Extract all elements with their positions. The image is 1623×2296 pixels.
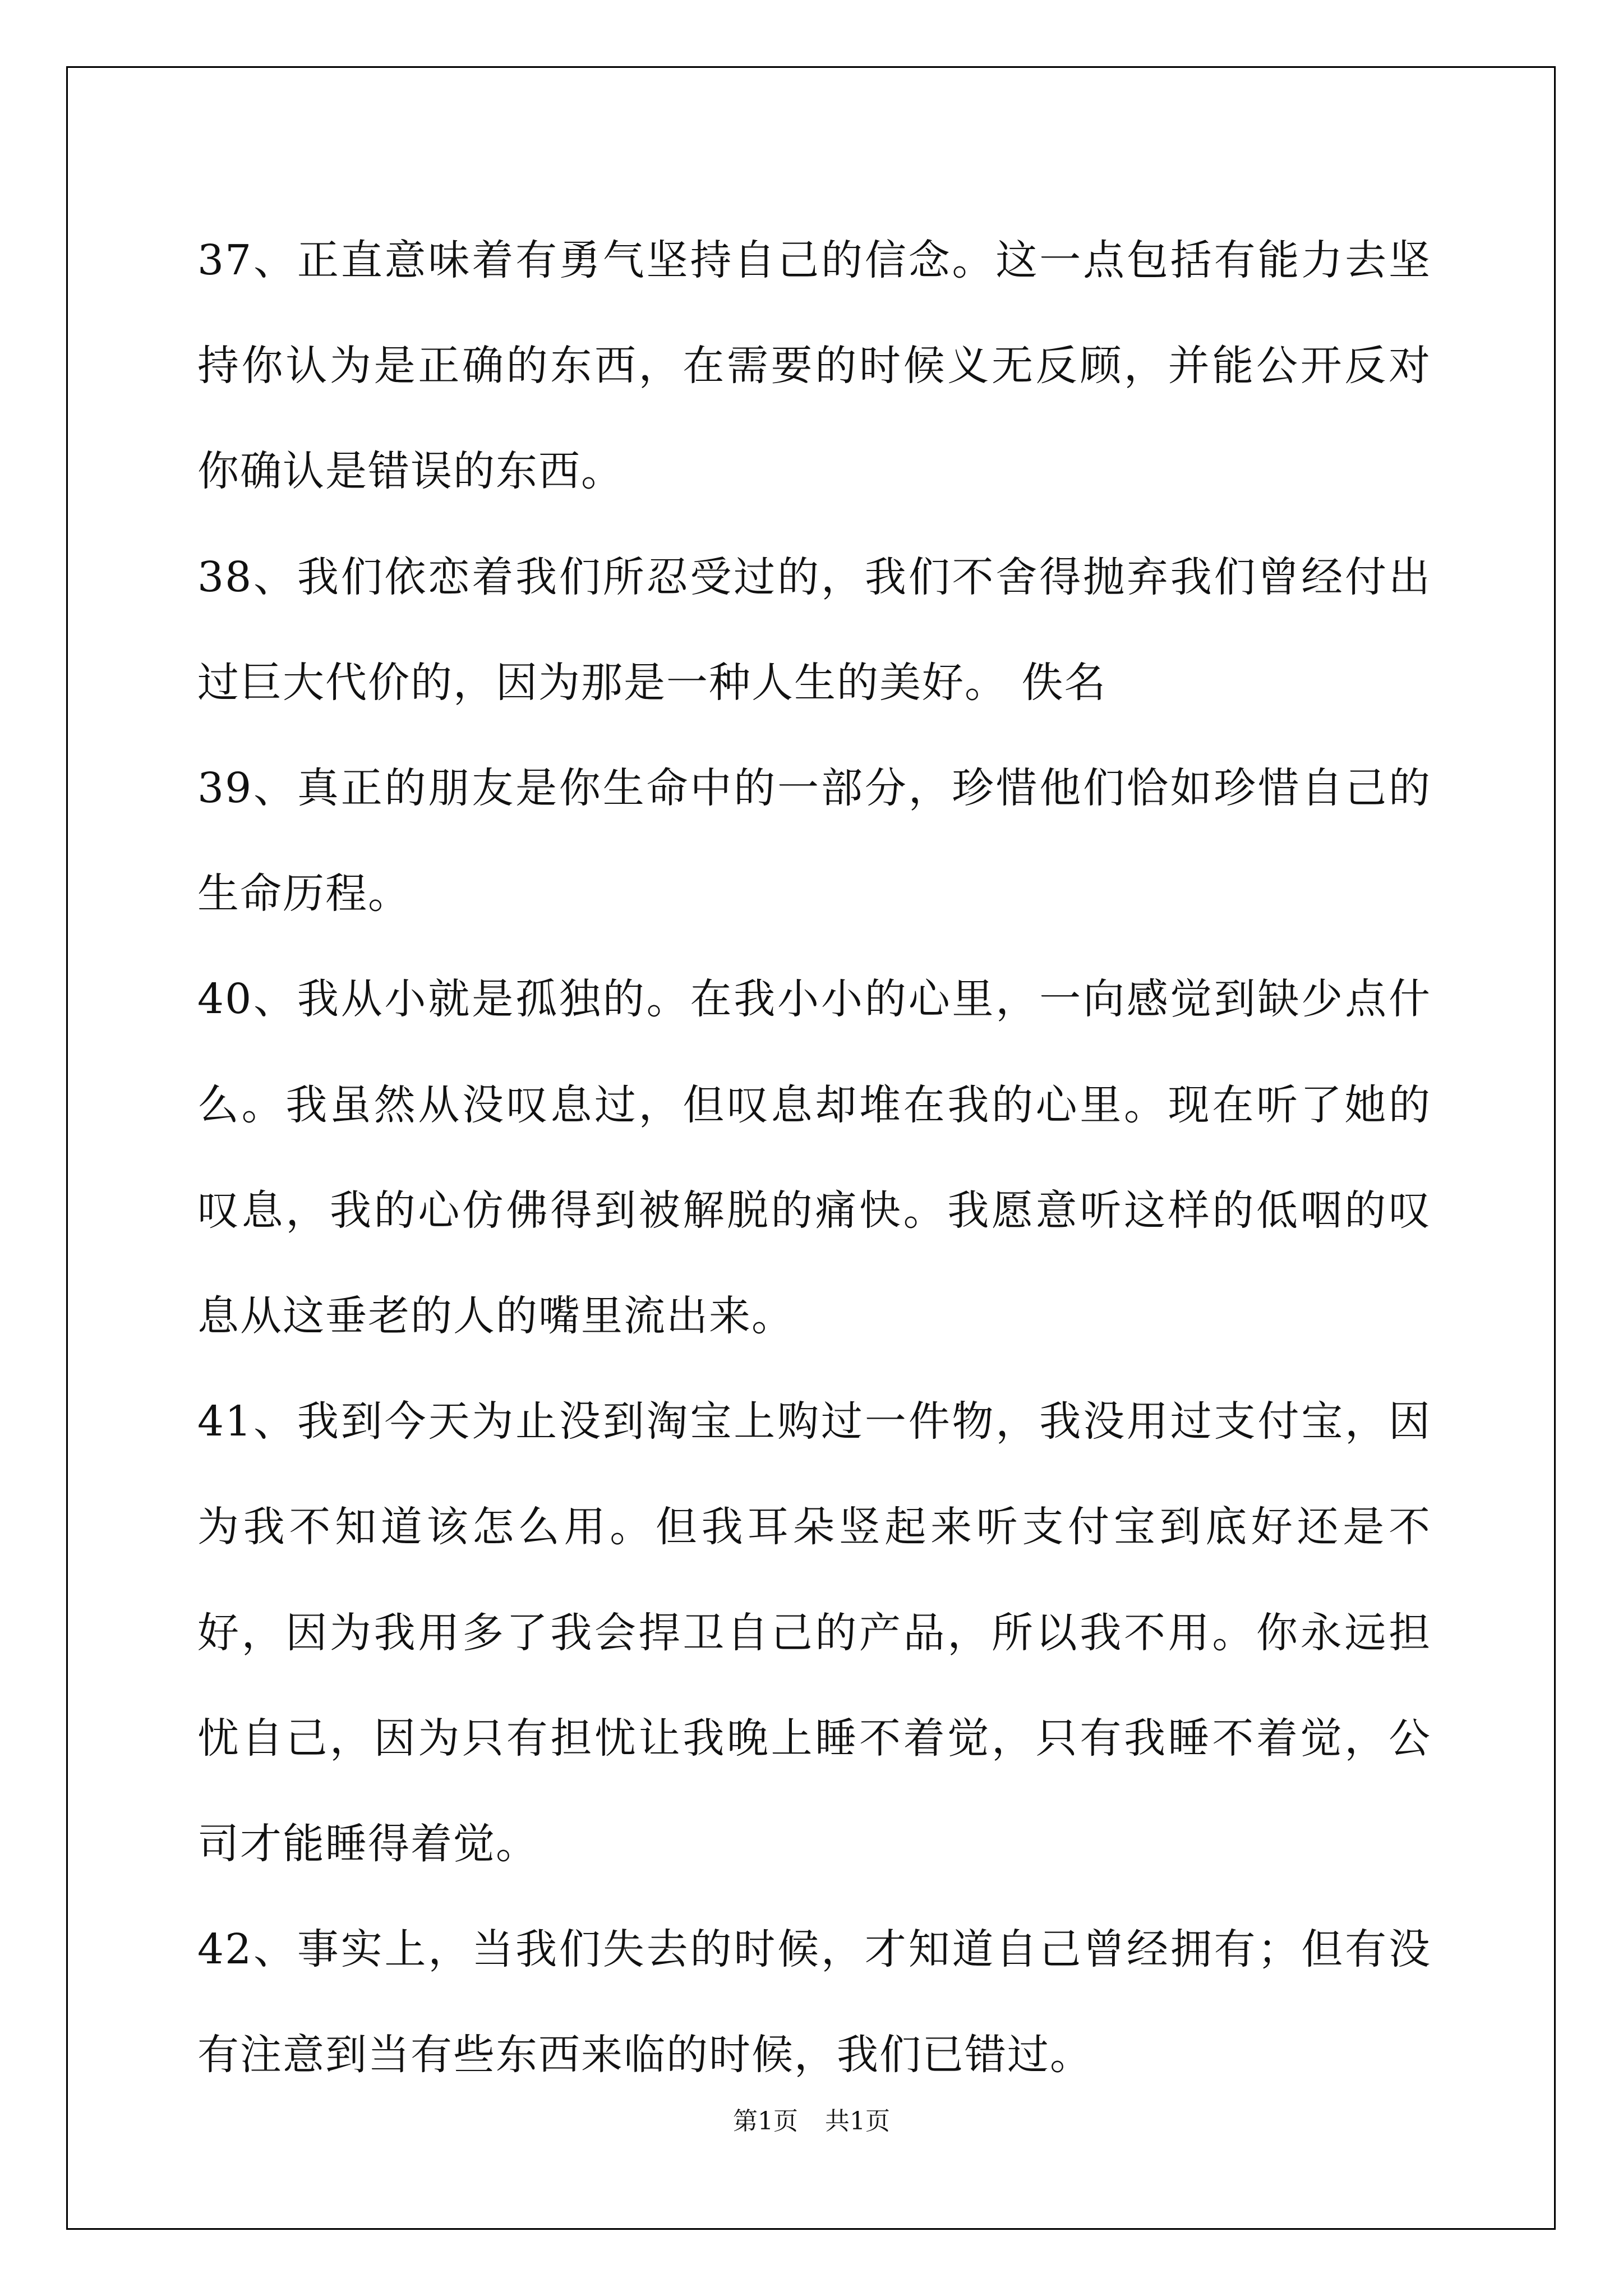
page-number: 第1页 <box>733 2107 798 2136</box>
page-footer <box>0 2105 1623 2138</box>
paragraph-39: 39、真正的朋友是你生命中的一部分，珍惜他们恰如珍惜自己的生命历程。 <box>197 764 1431 918</box>
paragraph-41: 41、我到今天为止没到淘宝上购过一件物，我没用过支付宝，因为我不知道该怎么用。但我耳朵竖起来听支付宝到底好还是不好，因为我用多了我会捍卫自己的产品，所以我不用。你永远担忧自己，因为只有担忧让我晚上睡不着觉，只有我睡不着觉，公司才能睡得着觉。 <box>197 1397 1431 1869</box>
page-total: 共1页 <box>825 2107 890 2136</box>
paragraph-42: 42、事实上，当我们失去的时候，才知道自己曾经拥有；但有没有注意到当有些东西来临的时候，我们已错过。 <box>197 1925 1431 2079</box>
document-body <box>197 208 1431 2108</box>
paragraph-37: 37、正直意味着有勇气坚持自己的信念。这一点包括有能力去坚持你认为是正确的东西，在需要的时候义无反顾，并能公开反对你确认是错误的东西。 <box>197 236 1431 496</box>
paragraph-40: 40、我从小就是孤独的。在我小小的心里，一向感觉到缺少点什么。我虽然从没叹息过，但叹息却堆在我的心里。现在听了她的叹息，我的心仿佛得到被解脱的痛快。我愿意听这样的低咽的叹息从这垂老的人的嘴里流出来。 <box>197 975 1431 1341</box>
paragraph-38: 38、我们依恋着我们所忍受过的，我们不舍得抛弃我们曾经付出过巨大代价的，因为那是一种人生的美好。 佚名 <box>197 553 1431 707</box>
